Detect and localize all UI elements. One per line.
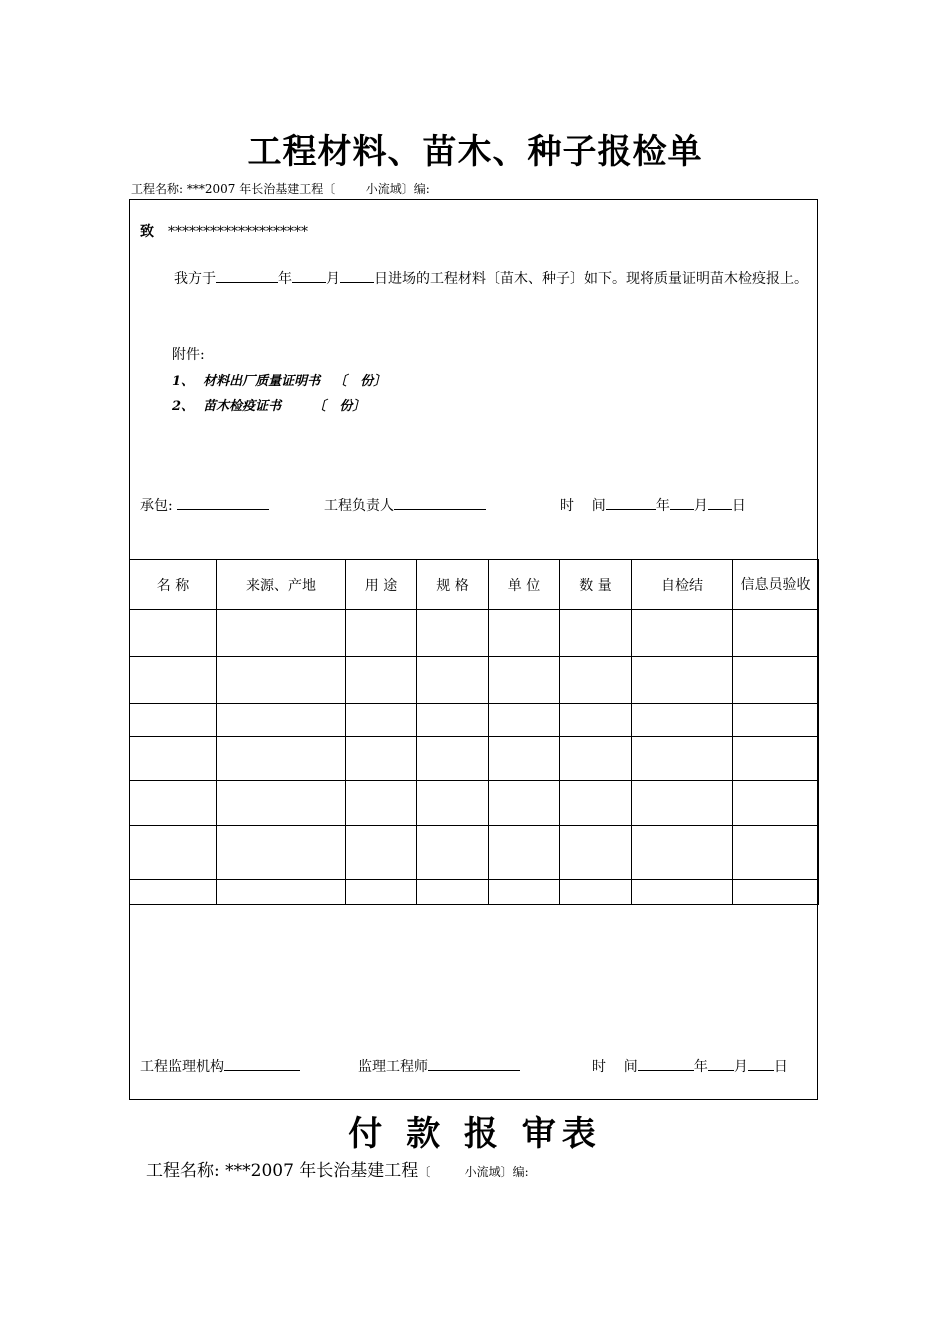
- year-blank[interactable]: [216, 268, 278, 283]
- table-cell[interactable]: [733, 657, 819, 704]
- col-header-spec: 规 格: [417, 560, 489, 610]
- supervisor-year-blank[interactable]: [638, 1056, 694, 1071]
- supervisor-date-line: [592, 1056, 788, 1076]
- supervisor-eng-blank[interactable]: [428, 1056, 520, 1071]
- time-label: 时 间: [560, 498, 606, 514]
- table-cell[interactable]: [130, 826, 217, 880]
- attachment-item-1: 1、 材料出厂质量证明书 〔 份〕: [172, 374, 387, 389]
- table-cell[interactable]: [417, 826, 489, 880]
- year-label: 年: [655, 498, 670, 514]
- table-row: [130, 737, 819, 781]
- table-row: [130, 657, 819, 704]
- month-blank[interactable]: [292, 268, 326, 283]
- day-label: 日: [731, 498, 746, 514]
- para-year: 年: [278, 271, 292, 287]
- attachment-item-2: 2、 苗木检疫证书 〔 份〕: [172, 399, 366, 414]
- supervisor-eng-line: [358, 1056, 520, 1076]
- supervisor-org-blank[interactable]: [224, 1056, 300, 1071]
- table-cell[interactable]: [130, 610, 217, 657]
- table-row: [130, 610, 819, 657]
- table-cell[interactable]: [733, 610, 819, 657]
- table-cell[interactable]: [733, 704, 819, 737]
- table-cell[interactable]: [489, 880, 560, 905]
- table-cell[interactable]: [733, 737, 819, 781]
- table-cell[interactable]: [217, 610, 346, 657]
- table-cell[interactable]: [560, 737, 632, 781]
- payment-form-title: 付 款 报 审表: [348, 1114, 602, 1154]
- manager-sign-line: [324, 495, 486, 515]
- inspection-form: [129, 199, 818, 1100]
- table-cell[interactable]: [217, 704, 346, 737]
- table-row: [130, 781, 819, 826]
- time2-label: 时 间: [592, 1059, 638, 1075]
- table-row: [130, 880, 819, 905]
- supervisor-month-blank[interactable]: [708, 1056, 734, 1071]
- table-cell[interactable]: [560, 657, 632, 704]
- col-header-quantity: 数 量: [560, 560, 632, 610]
- col-header-inspector: 信息员验收: [733, 560, 819, 610]
- table-cell[interactable]: [346, 826, 417, 880]
- table-cell[interactable]: [130, 880, 217, 905]
- table-cell[interactable]: [346, 657, 417, 704]
- table-cell[interactable]: [130, 657, 217, 704]
- table-cell[interactable]: [346, 737, 417, 781]
- project-name-line: 工程名称: ***2007 年长治基建工程〔 小流域〕编:: [131, 182, 430, 196]
- col-header-self-check: 自检结: [632, 560, 733, 610]
- table-cell[interactable]: [217, 657, 346, 704]
- table-cell[interactable]: [560, 781, 632, 826]
- col-header-unit: 单 位: [489, 560, 560, 610]
- table-row: [130, 704, 819, 737]
- table-cell[interactable]: [489, 737, 560, 781]
- table-cell[interactable]: [417, 737, 489, 781]
- day-blank[interactable]: [340, 268, 374, 283]
- table-header-row: [130, 560, 819, 610]
- col-header-source: 来源、产地: [217, 560, 346, 610]
- table-row: [130, 826, 819, 880]
- table-cell[interactable]: [417, 704, 489, 737]
- table-cell[interactable]: [632, 781, 733, 826]
- date-month-blank[interactable]: [670, 495, 694, 510]
- table-cell[interactable]: [560, 826, 632, 880]
- table-cell[interactable]: [346, 610, 417, 657]
- table-cell[interactable]: [417, 781, 489, 826]
- table-cell[interactable]: [632, 880, 733, 905]
- payment-project-line: [146, 1156, 529, 1181]
- table-cell[interactable]: [217, 737, 346, 781]
- para-text-a: 我方于: [174, 271, 216, 287]
- table-cell[interactable]: [489, 781, 560, 826]
- date-year-blank[interactable]: [606, 495, 656, 510]
- table-cell[interactable]: [417, 880, 489, 905]
- col-header-name: 名 称: [130, 560, 217, 610]
- table-cell[interactable]: [560, 880, 632, 905]
- col-header-usage: 用 途: [346, 560, 417, 610]
- day2-label: 日: [773, 1059, 788, 1075]
- contractor-sign-line: [140, 495, 269, 515]
- month-label: 月: [693, 498, 708, 514]
- manager-label: 工程负责人: [324, 498, 394, 514]
- table-cell[interactable]: [217, 880, 346, 905]
- year2-label: 年: [693, 1059, 708, 1075]
- table-cell[interactable]: [632, 610, 733, 657]
- para-month: 月: [326, 271, 340, 287]
- table-cell[interactable]: [632, 704, 733, 737]
- items-table: [129, 559, 819, 905]
- addressee-value: ********************: [168, 224, 308, 240]
- table-cell[interactable]: [632, 657, 733, 704]
- table-cell[interactable]: [217, 781, 346, 826]
- table-cell[interactable]: [560, 704, 632, 737]
- table-cell[interactable]: [130, 781, 217, 826]
- table-cell[interactable]: [346, 704, 417, 737]
- supervisor-org-label: 工程监理机构: [140, 1059, 224, 1075]
- table-cell[interactable]: [632, 737, 733, 781]
- table-cell[interactable]: [346, 781, 417, 826]
- table-cell[interactable]: [417, 657, 489, 704]
- table-cell[interactable]: [489, 826, 560, 880]
- supervisor-org-line: [140, 1056, 300, 1076]
- para-text-b: 日进场的工程材料〔苗木、种子〕如下。现将质量证明苗木检疫报上。: [374, 271, 808, 287]
- date-sign-line: [560, 495, 746, 515]
- contractor-label: 承包:: [140, 498, 173, 514]
- supervisor-day-blank[interactable]: [748, 1056, 774, 1071]
- table-cell[interactable]: [489, 704, 560, 737]
- table-cell[interactable]: [489, 657, 560, 704]
- table-cell[interactable]: [130, 704, 217, 737]
- table-cell[interactable]: [560, 610, 632, 657]
- table-cell[interactable]: [217, 826, 346, 880]
- table-cell[interactable]: [733, 880, 819, 905]
- addressee-line: [140, 221, 308, 241]
- table-cell[interactable]: [130, 737, 217, 781]
- table-cell[interactable]: [733, 826, 819, 880]
- form-title: 工程材料、苗木、种子报检单: [247, 132, 703, 172]
- attachments-label: 附件:: [172, 347, 205, 363]
- table-cell[interactable]: [346, 880, 417, 905]
- payment-project-main: 工程名称: ***2007 年长治基建工程: [146, 1161, 419, 1181]
- contractor-blank[interactable]: [177, 495, 269, 510]
- table-cell[interactable]: [489, 610, 560, 657]
- table-cell[interactable]: [417, 610, 489, 657]
- month2-label: 月: [733, 1059, 748, 1075]
- table-cell[interactable]: [733, 781, 819, 826]
- declaration-paragraph: [140, 266, 810, 292]
- supervisor-eng-label: 监理工程师: [358, 1059, 428, 1075]
- manager-blank[interactable]: [394, 495, 486, 510]
- table-cell[interactable]: [632, 826, 733, 880]
- date-day-blank[interactable]: [708, 495, 732, 510]
- to-label: 致: [140, 224, 154, 240]
- payment-project-tail: 〔 小流域〕编:: [418, 1165, 529, 1179]
